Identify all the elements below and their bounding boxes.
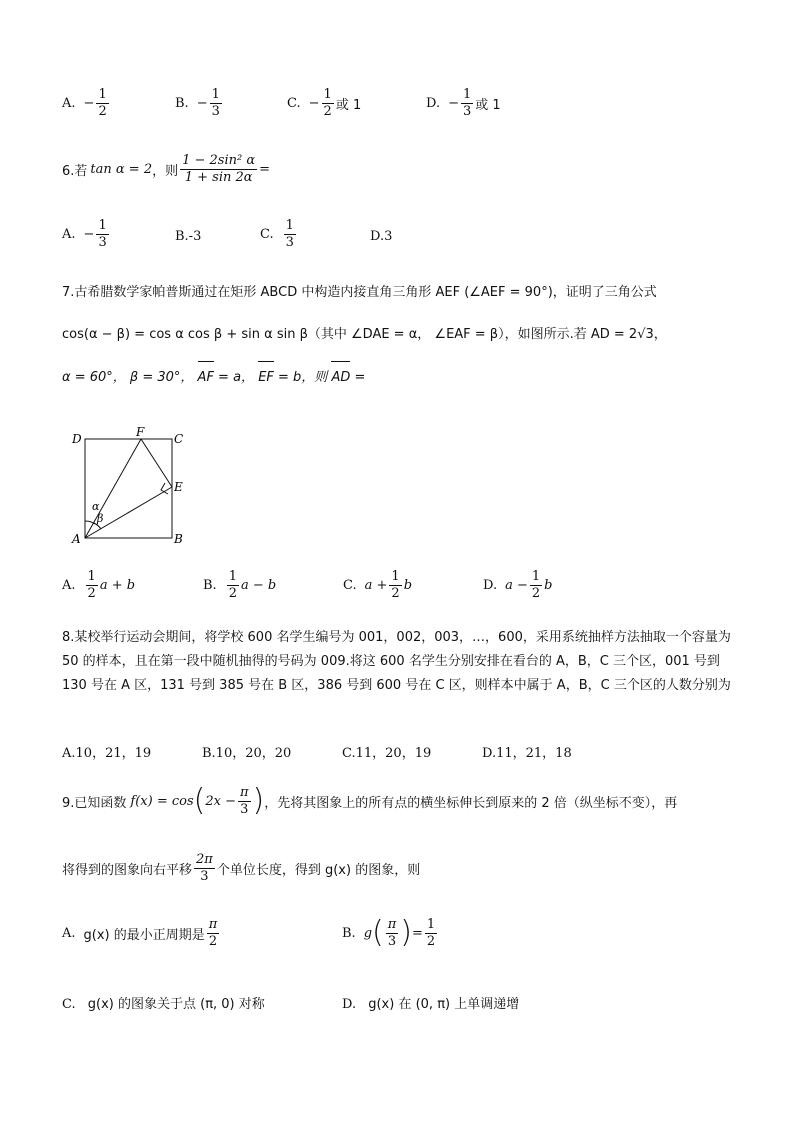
option-label: C.: [62, 997, 76, 1012]
denominator: 2: [323, 103, 332, 119]
denominator: 2: [228, 585, 237, 601]
stem-text: 将得到的图象向右平移: [62, 862, 193, 878]
label-b: B: [174, 532, 183, 546]
fraction: [96, 219, 108, 249]
minus-sign: −: [83, 95, 95, 111]
numerator: 1: [87, 569, 96, 584]
q8-stem: 8.某校举行运动会期间，将学校 600 名学生编号为 001，002，003，…，600，采用系统抽样方法抽取一个容量为 50 的样本，且在第一段中随机抽得的号码为 009.将这 600 名学生分别安排在看台的 A，B，C 三个区，001 号到 130 号在 A 区，131 号到 385 号在 B 区，386 号到 600 号在 C 区，则样本中属于 A，B，C 三个区的人数分别为: [62, 630, 731, 693]
q6-option-c: [260, 219, 298, 249]
inner-expr: 2x −: [205, 793, 236, 809]
angle-values: α = 60°， β = 30°，: [62, 370, 194, 385]
label-beta: β: [97, 512, 104, 525]
q7-option-b: [203, 570, 276, 600]
q8-option-b: B.10，20，20: [202, 746, 292, 761]
option-label: A.: [62, 95, 76, 111]
minus-sign: −: [196, 95, 208, 111]
option-expr: a − b: [240, 577, 277, 593]
q7-option-a: [62, 570, 135, 600]
option-pre: a −: [505, 577, 528, 593]
option-label: D.: [483, 577, 498, 593]
q6-option-d: [370, 229, 392, 244]
fraction: [207, 918, 220, 948]
option-label: A.: [62, 925, 76, 941]
numerator: 1: [228, 569, 237, 584]
denominator: 3: [285, 234, 294, 250]
q7-option-d: [483, 570, 552, 600]
option-label: B.: [175, 95, 189, 111]
numerator: 1: [98, 218, 107, 233]
q9-stem-line1: [62, 783, 678, 819]
option-label: C.: [287, 95, 301, 111]
denominator: 3: [463, 103, 472, 119]
stem-text: ，先将其图象上的所有点的横坐标伸长到原来的 2 倍（纵坐标不变），再: [264, 795, 678, 811]
q9-option-a: [62, 918, 221, 948]
q5-option-c: [287, 88, 361, 118]
fraction: [180, 154, 257, 184]
option-label: B.: [203, 577, 217, 593]
q6-option-a: [62, 219, 111, 249]
denominator: 3: [98, 234, 107, 250]
vector-af: AF: [198, 366, 214, 390]
vector-ad: AD: [331, 366, 350, 390]
q7-option-c: [343, 570, 412, 600]
right-paren: ): [252, 783, 265, 819]
question-number: 6.若: [62, 163, 88, 179]
function-name: g: [363, 925, 373, 941]
fraction: [210, 88, 222, 118]
q5-option-d: [426, 88, 501, 118]
numerator: π: [240, 785, 249, 800]
numerator: 1: [98, 87, 107, 102]
option-label: C.: [343, 577, 357, 593]
eq-end: =: [350, 370, 366, 385]
minus-sign: −: [448, 95, 459, 111]
condition: tan α = 2: [90, 161, 153, 177]
option-expr: b: [403, 577, 413, 593]
fraction: [86, 570, 98, 600]
q7-line1: 7.古希腊数学家帕普斯通过在矩形 ABCD 中构造内接直角三角形 AEF (∠AEF = 90°)，证明了三角公式: [62, 285, 657, 300]
numerator: 1: [323, 87, 332, 102]
minus-sign: −: [83, 226, 95, 242]
option-label: A.: [62, 577, 76, 593]
label-f: F: [136, 425, 145, 439]
rectangle-figure: [60, 425, 200, 550]
right-paren: ): [400, 915, 412, 951]
question-number: 9.已知函数: [62, 795, 127, 811]
option-label: D.: [342, 997, 357, 1012]
option-label: D.: [426, 95, 441, 111]
stem-text: 个单位长度，得到 g(x) 的图象，则: [216, 862, 421, 878]
option-label: C.: [260, 226, 274, 242]
label-c: C: [174, 432, 184, 446]
minus-sign: −: [308, 95, 320, 111]
q8-option-d: D.11，21，18: [482, 746, 572, 761]
option-text: B.-3: [175, 229, 202, 244]
numerator: 1 − 2sin² α: [182, 153, 256, 168]
fraction: [96, 88, 108, 118]
option-expr: a + b: [99, 577, 136, 593]
denominator: 3: [387, 933, 397, 949]
equals-sign: =: [412, 925, 423, 941]
q7-line2: cos(α − β) = cos α cos β + sin α sin β（其中 ∠DAE = α， ∠EAF = β），如图所示.若 AD = 2√3，: [62, 327, 667, 342]
q5-option-a: [62, 88, 111, 118]
denominator: 2: [208, 933, 218, 949]
denominator: 2: [391, 585, 400, 601]
option-label: B.: [342, 925, 356, 941]
fraction: [194, 853, 215, 883]
option-text: g(x) 的最小正周期是: [83, 927, 205, 943]
q6-option-b: [175, 229, 201, 244]
denominator: 2: [87, 585, 96, 601]
q9-stem-line2: [62, 853, 420, 883]
denominator: 3: [200, 868, 209, 884]
fraction: [284, 219, 296, 249]
denominator: 3: [211, 103, 220, 119]
fraction: [389, 570, 401, 600]
q6-stem: [62, 154, 270, 184]
option-text: g(x) 的图象关于点 (π, 0) 对称: [87, 997, 265, 1012]
fraction: [386, 918, 399, 948]
fraction: [530, 570, 542, 600]
denominator: 2: [531, 585, 541, 601]
function-def: f(x) = cos: [130, 793, 194, 809]
q9-option-d: [342, 993, 519, 1012]
numerator: π: [208, 917, 218, 932]
fraction: [238, 786, 251, 816]
label-alpha: α: [92, 500, 100, 513]
q5-option-b: [175, 88, 224, 118]
left-paren: (: [372, 915, 384, 951]
numerator: 1: [211, 87, 220, 102]
option-text: g(x) 在 (0, π) 上单调递增: [368, 997, 520, 1012]
fraction: [461, 88, 473, 118]
numerator: 1: [463, 87, 472, 102]
numerator: 2π: [196, 852, 213, 867]
fraction: [322, 88, 334, 118]
q9-option-b: [342, 915, 439, 951]
option-suffix: 或 1: [475, 97, 501, 113]
q9-option-c: [62, 993, 265, 1012]
q7-line3: [62, 366, 365, 390]
denominator: 1 + sin 2α: [184, 169, 253, 185]
numerator: 1: [285, 218, 294, 233]
numerator: 1: [531, 569, 541, 584]
vector-ef: EF: [258, 366, 274, 390]
eq-b: = b，则: [273, 370, 328, 385]
fraction: [227, 570, 239, 600]
denominator: 2: [98, 103, 107, 119]
fraction: [425, 918, 437, 948]
q8-option-c: C.11，20，19: [342, 746, 432, 761]
denominator: 2: [426, 933, 436, 949]
label-a: A: [72, 532, 81, 546]
q8-option-a: A.10，21，19: [62, 746, 152, 761]
left-paren: (: [193, 783, 206, 819]
option-text: D.3: [370, 229, 393, 244]
numerator: 1: [426, 917, 436, 932]
label-e: E: [174, 480, 183, 494]
numerator: 1: [391, 569, 400, 584]
option-label: A.: [62, 226, 76, 242]
denominator: 3: [240, 801, 249, 817]
option-suffix: 或 1: [335, 97, 362, 113]
option-pre: a +: [364, 577, 388, 593]
eq-a: = a，: [213, 370, 255, 385]
segment-fe: [141, 439, 172, 487]
equals-sign: =: [259, 161, 271, 177]
option-expr: b: [544, 577, 553, 593]
label-d: D: [72, 432, 82, 446]
connector: ，则: [152, 163, 179, 179]
numerator: π: [387, 917, 397, 932]
